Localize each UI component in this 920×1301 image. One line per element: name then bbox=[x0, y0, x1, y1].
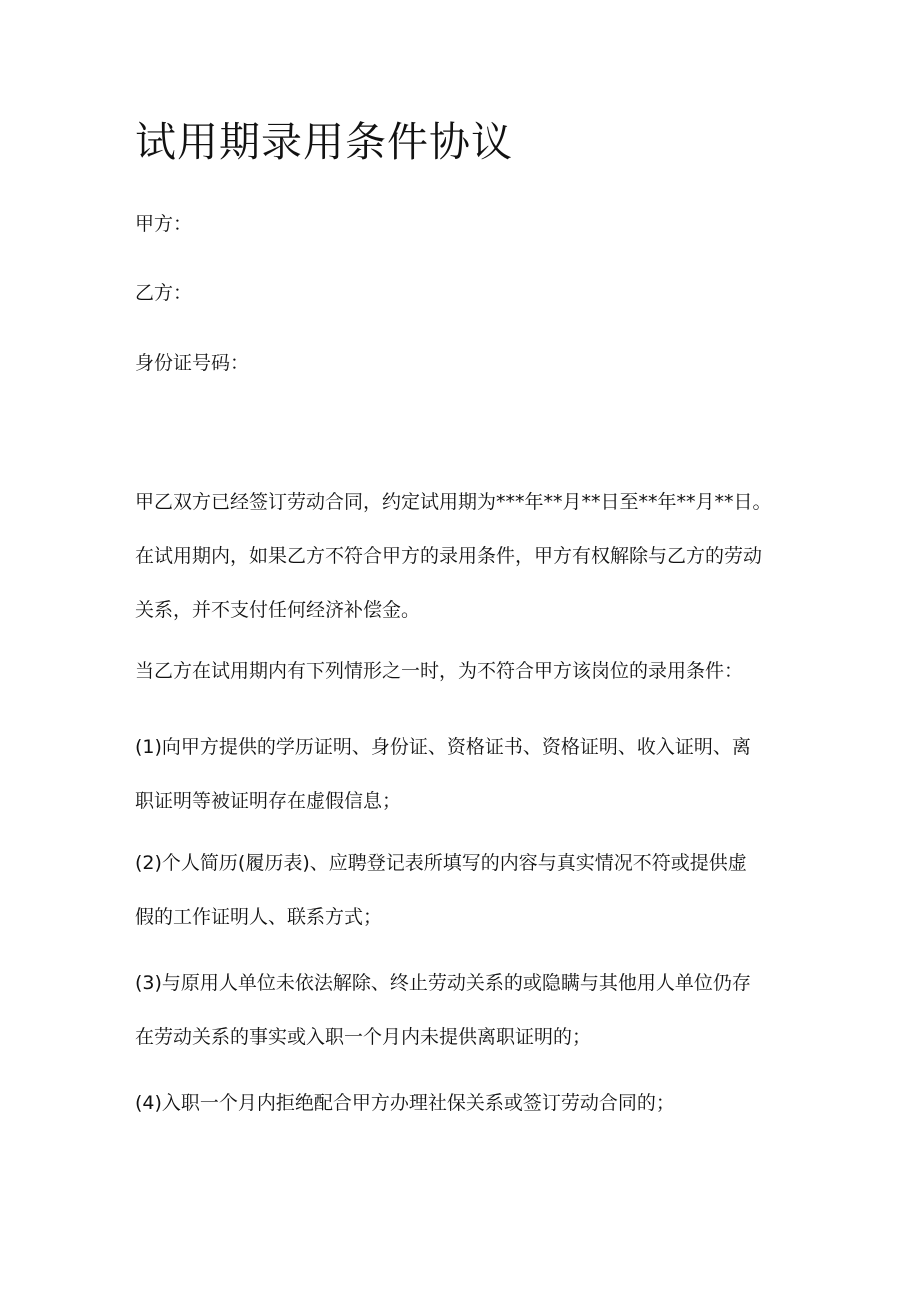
party-a-field: 甲方： bbox=[135, 213, 193, 235]
intro-line: 甲乙双方已经签订劳动合同，约定试用期为***年**月**日至**年**月**日。 bbox=[135, 491, 772, 513]
condition-item-1 bbox=[135, 733, 825, 815]
condition-line: 假的工作证明人、联系方式； bbox=[135, 906, 383, 928]
condition-item-3 bbox=[135, 969, 825, 1051]
condition-line: 职证明等被证明存在虚假信息； bbox=[135, 790, 402, 812]
id-number-field: 身份证号码： bbox=[135, 352, 250, 374]
condition-line: (2)个人简历(履历表)、应聘登记表所填写的内容与真实情况不符或提供虚 bbox=[135, 852, 747, 874]
condition-line: (4)入职一个月内拒绝配合甲方办理社保关系或签订劳动合同的； bbox=[135, 1092, 675, 1114]
conditions-intro-line: 当乙方在试用期内有下列情形之一时，为不符合甲方该岗位的录用条件： bbox=[135, 660, 744, 682]
condition-line: 在劳动关系的事实或入职一个月内未提供离职证明的； bbox=[135, 1026, 592, 1048]
condition-line: (3)与原用人单位未依法解除、终止劳动关系的或隐瞒与其他用人单位仍存 bbox=[135, 972, 751, 994]
conditions-intro-paragraph bbox=[135, 657, 825, 685]
condition-item-2 bbox=[135, 849, 825, 931]
document-title: 试用期录用条件协议 bbox=[135, 118, 513, 166]
intro-line: 关系，并不支付任何经济补偿金。 bbox=[135, 599, 421, 621]
intro-paragraph bbox=[135, 488, 825, 624]
intro-line: 在试用期内，如果乙方不符合甲方的录用条件，甲方有权解除与乙方的劳动 bbox=[135, 545, 763, 567]
party-b-field: 乙方： bbox=[135, 282, 193, 304]
condition-line: (1)向甲方提供的学历证明、身份证、资格证书、资格证明、收入证明、离 bbox=[135, 736, 751, 758]
condition-item-4 bbox=[135, 1089, 825, 1117]
